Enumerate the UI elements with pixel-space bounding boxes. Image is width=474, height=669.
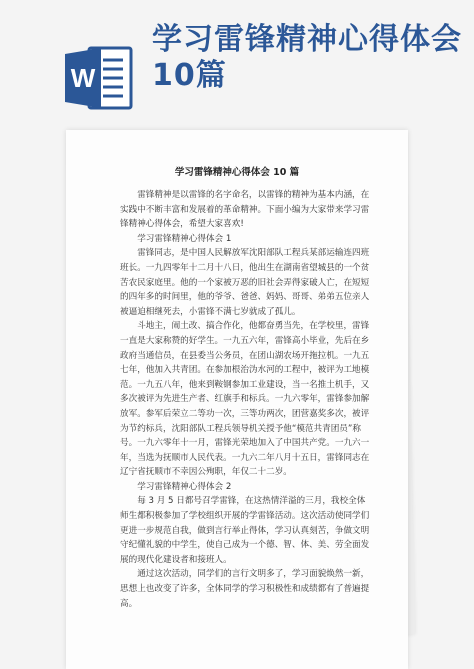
section-heading: 学习雷锋精神心得体会 2 xyxy=(137,481,232,492)
paragraph: 雷锋精神是以雷锋的名字命名，以雷锋的精神为基本内涵，在实践中不断丰富和发展着的革命精神。下面小编为大家带来学习雷锋精神心得体会，希望大家喜欢! xyxy=(120,190,370,230)
document-page xyxy=(66,130,408,669)
paragraph: 每 3 月 5 日都号召学雷锋，在这热情洋溢的三月，我校全体师生都积极参加了学校组织开展的学雷锋活动。这次活动使同学们更进一步规范自我，做到言行举止得体，学习认真刻苦，争做文明守纪懂礼貌的中学生，使自己成为一个德、智、体、美、劳全面发展的现代化建设者和接班人。 xyxy=(120,496,370,565)
svg-text:W: W xyxy=(70,63,96,93)
microsoft-word-icon xyxy=(63,42,135,114)
paragraph: 通过这次活动，同学们的言行文明多了，学习面貌焕然一新，思想上也改变了许多，全体同学的学习积极性和成绩都有了普遍提高。 xyxy=(120,569,370,609)
document-title: 学习雷锋精神心得体会 10 篇 xyxy=(174,167,300,178)
page-title: 学习雷锋精神心得体会10篇 xyxy=(152,22,462,93)
paragraph: 雷锋同志，是中国人民解放军沈阳部队工程兵某部运输连四班班长。一九四零年十二月十八日，他出生在湖南省望城县的一个贫苦农民家庭里。他的一个家被万恶的旧社会弄得家破人亡，在短短的四年多的时间里，他的爷爷、爸爸、妈妈、哥哥、弟弟五位亲人被逼迫相继死去，小雷锋不满七岁就成了孤儿。 xyxy=(120,248,370,317)
paragraph: 斗地主，闹土改、搞合作化，他都奋勇当先，在学校里，雷锋一直是大家称赞的好学生。一九五六年，雷锋高小毕业，先后在乡政府当通信员，在县委当公务员，在团山湖农场开拖拉机。一九五七年，他加入共青团。在参加根治沩水河的工程中，被评为工地模范。一九五八年，他来到鞍钢参加工业建设，当一名推土机手，又多次被评为先进生产者、红旗手和标兵。一九六零年，雷锋参加解放军。参军后荣立二等功一次，三等功两次，团营嘉奖多次，被评为节约标兵，沈阳部队工程兵领导机关授予他“模范共青团员”称号。一九六零年十一月，雷锋光荣地加入了中国共产党。一九六一年，当选为抚顺市人民代表。一九六二年八月十五日，雷锋同志在辽宁省抚顺市不幸因公殉职，年仅二十二岁。 xyxy=(120,321,370,478)
header-banner xyxy=(0,0,474,115)
document-body xyxy=(120,188,370,611)
section-heading: 学习雷锋精神心得体会 1 xyxy=(137,233,232,244)
